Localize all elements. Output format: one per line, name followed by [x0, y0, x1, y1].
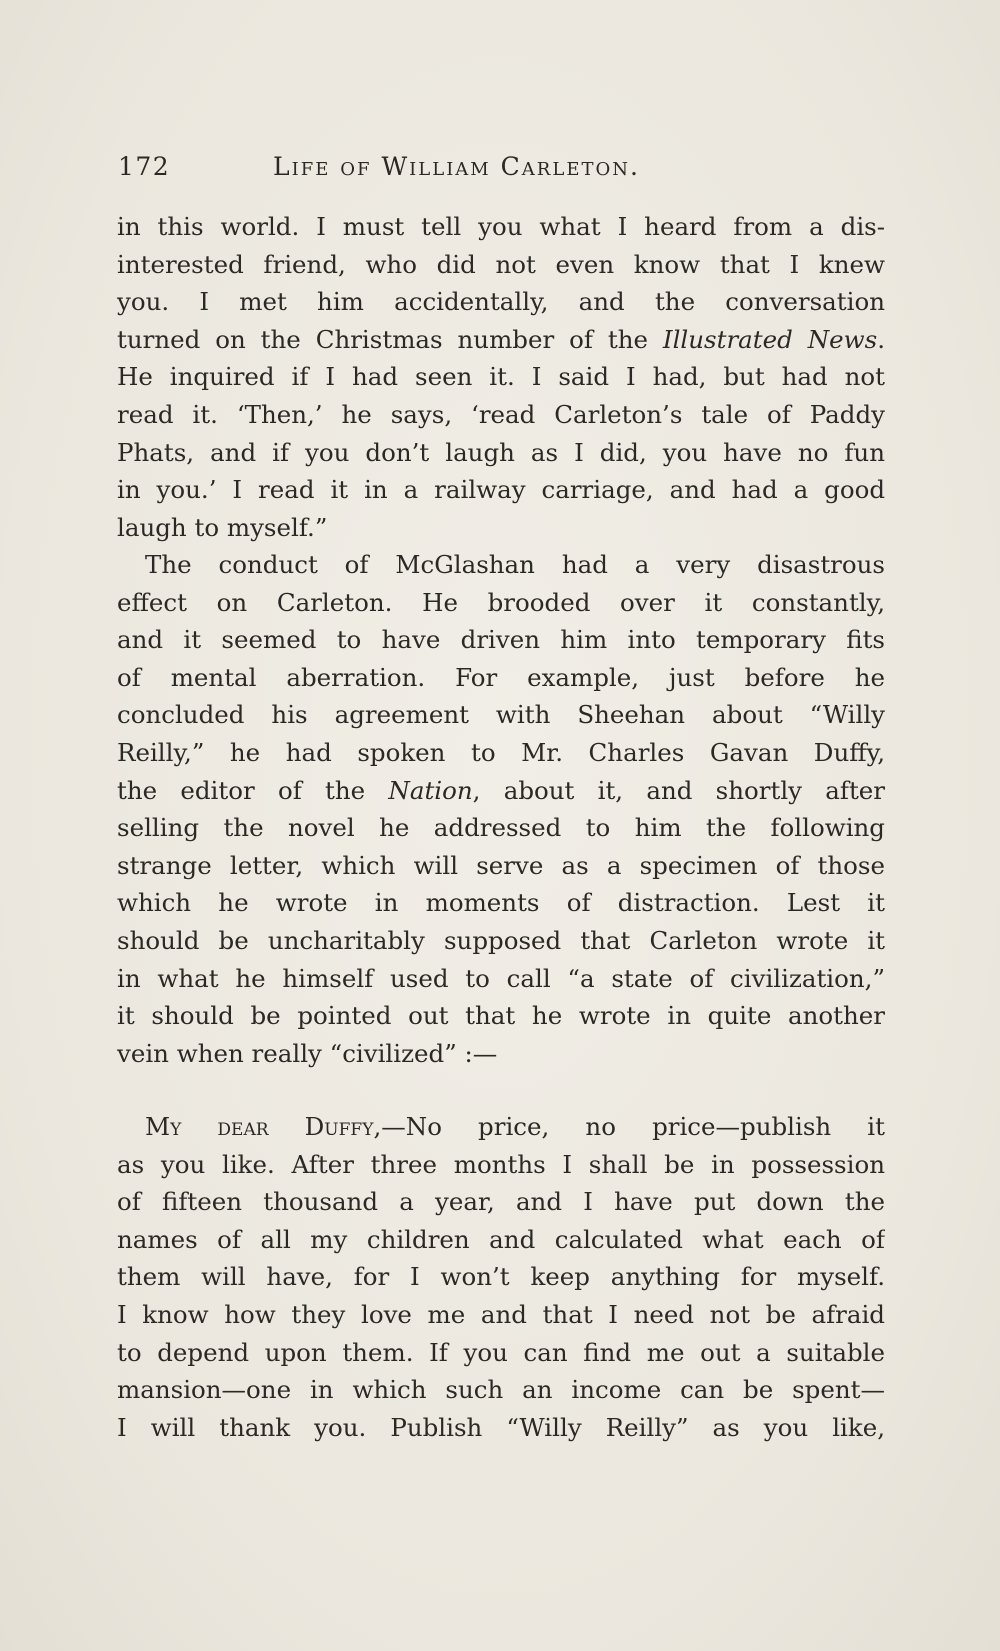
text-line: of mental aberration. For example, just before he: [117, 662, 885, 692]
text-line: which he wrote in moments of distraction. Lest it: [117, 888, 885, 918]
text-line: read it. ‘Then,’ he says, ‘read Carleton’s tale of Paddy: [117, 399, 885, 429]
text-line: mansion—one in which such an income can be spent—: [117, 1375, 885, 1405]
text-line: it should be pointed out that he wrote in quite another: [117, 1001, 885, 1031]
text-line: laugh to myself.”: [117, 512, 328, 542]
running-title: Life of William Carleton.: [273, 152, 640, 181]
text-line: them will have, for I won’t keep anything for myself.: [117, 1262, 885, 1292]
text-line: in you.’ I read it in a railway carriage, and had a good: [117, 475, 885, 505]
text-line: effect on Carleton. He brooded over it constantly,: [117, 587, 885, 617]
text-line: names of all my children and calculated what each of: [117, 1224, 885, 1254]
text-line: The conduct of McGlashan had a very disastrous: [145, 550, 885, 579]
text-line: Phats, and if you don’t laugh as I did, you have no fun: [117, 437, 885, 467]
text-line: turned on the Christmas number of the Illustrated News.: [117, 324, 885, 354]
text-line: in this world. I must tell you what I heard from a dis-: [117, 212, 885, 241]
text-line: Reilly,” he had spoken to Mr. Charles Gavan Duffy,: [117, 737, 885, 767]
text-line-remainder: —No price, no price—publish it: [381, 1112, 885, 1141]
text-line: [117, 1108, 885, 1146]
letter-salutation: My dear Duffy,: [145, 1112, 382, 1141]
text-line: strange letter, which will serve as a specimen of those: [117, 850, 885, 880]
running-header: [118, 152, 888, 188]
text-line: and it seemed to have driven him into temporary fits: [117, 625, 885, 655]
text-line: to depend upon them. If you can find me out a suitable: [117, 1337, 885, 1367]
paragraph-2: [117, 546, 885, 1072]
text-line: you. I met him accidentally, and the conversation: [117, 287, 885, 317]
text-line: interested friend, who did not even know that I knew: [117, 249, 885, 279]
text-line: vein when really “civilized” :—: [117, 1038, 498, 1068]
italic-title: Illustrated News: [662, 324, 878, 354]
page-number: 172: [118, 152, 171, 181]
letter-paragraph: [117, 1108, 885, 1446]
italic-title: Nation: [388, 775, 473, 805]
text-line: selling the novel he addressed to him the following: [117, 813, 885, 843]
text-line: I know how they love me and that I need not be afraid: [117, 1299, 885, 1329]
text-line: I will thank you. Publish “Willy Reilly” as you like,: [117, 1412, 885, 1442]
text-line: in what he himself used to call “a state of civilization,”: [117, 963, 885, 993]
text-line: of fifteen thousand a year, and I have put down the: [117, 1187, 885, 1217]
text-line: concluded his agreement with Sheehan about “Willy: [117, 700, 885, 730]
text-line: should be uncharitably supposed that Carleton wrote it: [117, 925, 885, 955]
paragraph-1: [117, 208, 885, 546]
text-line: He inquired if I had seen it. I said I had, but had not: [117, 362, 885, 392]
text-line: the editor of the Nation, about it, and shortly after: [117, 775, 885, 805]
text-line: as you like. After three months I shall be in possession: [117, 1149, 885, 1179]
